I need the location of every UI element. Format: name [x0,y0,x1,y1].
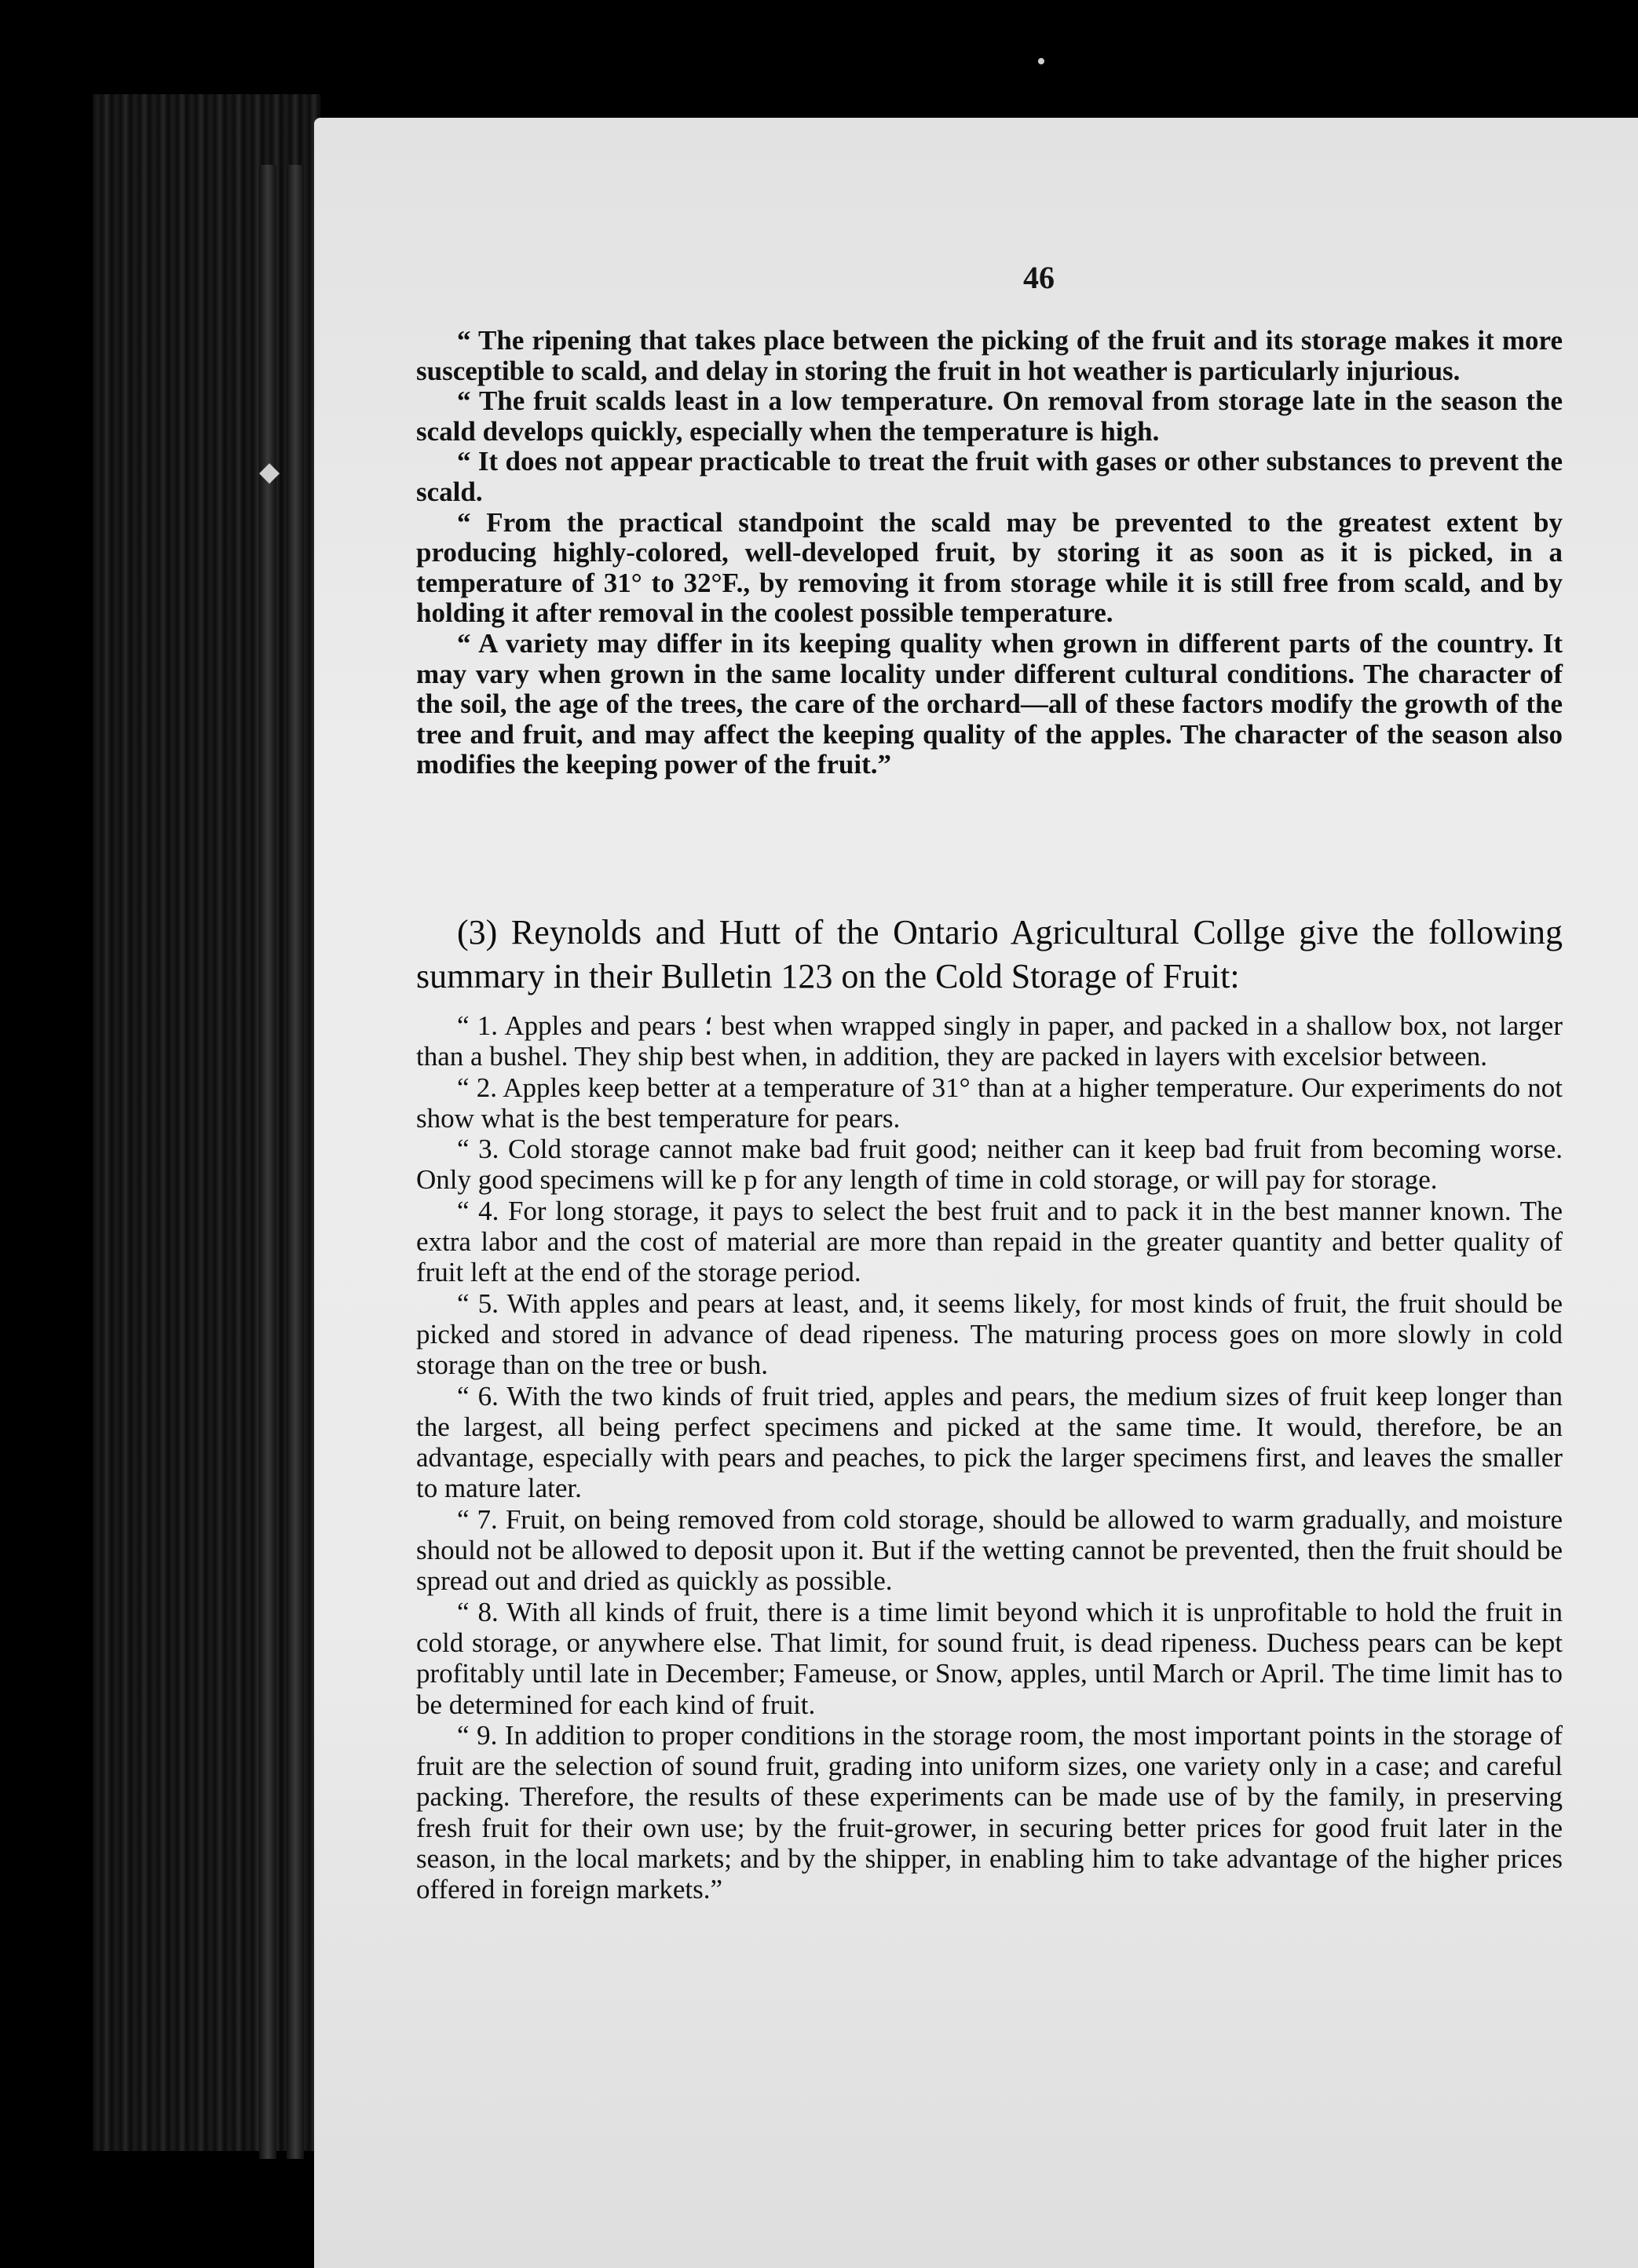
binding-edge-strip [287,165,304,2159]
scan-speck: ◆ [259,458,280,487]
book-page [314,118,1638,2268]
summary-item: “ 2. Apples keep better at a temperature of 31° than at a higher temperature. Our experiments do not show what is the best temperature for pears. [416,1072,1563,1134]
summary-list [416,1010,1563,1905]
page-number: 46 [1023,260,1055,295]
quoted-passage [416,326,1563,780]
summary-item: “ 7. Fruit, on being removed from cold storage, should be allowed to warm gradually, and moisture should not be allowed to deposit upon it. But if the wetting cannot be prevented, then the fruit should be spread out and dried as quickly as possible. [416,1503,1563,1597]
quoted-paragraph: “ A variety may differ in its keeping quality when grown in different parts of the country. It may vary when grown in the same locality under different cultural conditions. The character of the soil, the age of the trees, the care of the orchard—all of these factors modify the growth of the tree and fruit, and may affect the keeping quality of the apples. The character of the season also modifies the keeping power of the fruit.” [416,627,1563,780]
summary-item: “ 6. With the two kinds of fruit tried, apples and pears, the medium sizes of fruit keep longer than the largest, all being perfect specimens and picked at the same time. It would, therefore, be an advantage, especially with pears and peaches, to pick the larger specimens first, and leaves the smaller to mature later. [416,1380,1563,1504]
summary-item: “ 4. For long storage, it pays to select the best fruit and to pack it in the best manner known. The extra labor and the cost of material are more than repaid in the greater quantity and better quality of fruit left at the end of the storage period. [416,1195,1563,1288]
quoted-paragraph: “ From the practical standpoint the scald may be prevented to the greatest extent by producing highly-colored, well-developed fruit, by storing it as soon as it is picked, in a temperature of 31° to 32°F., by removing it from storage while it is still free from scald, and by holding it after removal in the coolest possible temperature. [416,506,1563,629]
quoted-paragraph: “ The fruit scalds least in a low temperature. On removal from storage late in the season the scald develops quickly, especially when the temperature is high. [416,385,1563,447]
summary-item: “ 1. Apples and pears ؛ best when wrapped singly in paper, and packed in a shallow box, not larger than a bushel. They ship best when, in addition, they are packed in layers with excelsior between. [416,1010,1563,1072]
summary-item: “ 3. Cold storage cannot make bad fruit good; neither can it keep bad fruit from becoming worse. Only good specimens will ke p for any length of time in cold storage, or will pay for storage. [416,1134,1563,1196]
summary-item: “ 8. With all kinds of fruit, there is a time limit beyond which it is unprofitable to hold the fruit in cold storage, or anywhere else. That limit, for sound fruit, is dead ripeness. Duchess pears can be kept profitably until late in December; Fameuse, or Snow, apples, until March or April. The time limit has to be determined for each kind of fruit. [416,1596,1563,1720]
section-intro [416,911,1563,999]
summary-item: “ 5. With apples and pears at least, and, it seems likely, for most kinds of fruit, the fruit should be picked and stored in advance of dead ripeness. The maturing process goes on more slowly in cold storage than on the tree or bush. [416,1287,1563,1381]
quoted-paragraph: “ It does not appear practicable to treat the fruit with gases or other substances to prevent the scald. [416,446,1563,507]
scan-speck: • [1037,47,1046,76]
quoted-paragraph: “ The ripening that takes place between the picking of the fruit and its storage makes it more susceptible to scald, and delay in storing the fruit in hot weather is particularly injurious. [416,325,1563,386]
summary-item: “ 9. In addition to proper conditions in the storage room, the most important points in the storage of fruit are the selection of sound fruit, grading into uniform sizes, one variety only in a case; and careful packing. Therefore, the results of these experiments can be made use of by the family, in preserving fresh fruit for their own use; by the fruit-grower, in securing better prices for good fruit later in the season, in the local markets; and by the shipper, in enabling him to take advantage of the higher prices offered in foreign markets.” [416,1719,1563,1905]
section-intro-text: (3) Reynolds and Hutt of the Ontario Agricultural Collge give the following summary in their Bulletin 123 on the Cold Storage of Fruit: [416,913,1563,995]
